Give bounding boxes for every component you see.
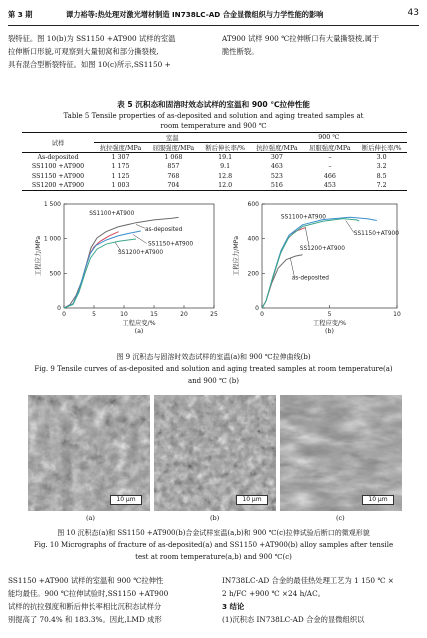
table-cell: 7.2 — [356, 181, 407, 191]
y-tick-label: 0 — [57, 305, 61, 312]
curve-label: SS1100+AT900 — [89, 211, 135, 218]
table-cell: As-deposited — [37, 154, 79, 162]
table-cell: – — [328, 154, 332, 162]
table-cell: 1 175 — [111, 163, 130, 171]
label-leader — [346, 220, 354, 232]
scale-bar: 10 μm — [236, 495, 268, 505]
table5-caption-en-2: room temperature and 900 ℃ — [160, 122, 267, 130]
table-cell: 12.8 — [218, 172, 233, 180]
table-cell: 516 — [250, 181, 303, 191]
plot-frame — [64, 204, 214, 308]
column-header: 抗拉强度/MPa — [94, 143, 147, 153]
curve-label: SS1150+AT900 — [353, 231, 399, 238]
subfigure-label-b: (b) — [210, 514, 220, 522]
chart-a — [30, 196, 230, 346]
table-cell: 9.1 — [220, 163, 231, 171]
y-tick-label: 500 — [49, 270, 61, 278]
y-tick-label: 1 500 — [43, 201, 61, 208]
table-cell: 768 — [167, 172, 180, 180]
top-text-left — [8, 32, 208, 71]
table-cell: 1 068 — [164, 154, 183, 162]
micrograph-c — [280, 395, 402, 511]
text-line: 别提高了 70.4% 和 183.3%。因此,LMD 成形 — [8, 615, 162, 624]
text-line: 拉伸断口形貌,可观察到大量韧窝和部分撕裂棱, — [8, 47, 159, 56]
series-line — [262, 228, 305, 308]
curve-label: SS1150+AT900 — [148, 241, 194, 248]
x-tick-label: 25 — [210, 311, 218, 318]
x-axis-label: 工程应变/% — [312, 320, 347, 327]
header-rule — [8, 25, 419, 26]
subfigure-label-a: (a) — [86, 514, 95, 522]
subfigure-label-c: (c) — [336, 514, 345, 522]
table-cell: 857 — [167, 163, 180, 171]
x-tick-label: 10 — [393, 311, 401, 318]
text-line: 脆性断裂。 — [222, 47, 259, 56]
table-cell: 463 — [270, 163, 283, 171]
curve-label: SS1100+AT900 — [280, 214, 326, 221]
running-header — [8, 6, 419, 22]
text-line: 具有混合型断裂特征。如图 10(c)所示,SS1150 + — [8, 60, 171, 69]
table-cell: 1 125 — [111, 172, 130, 180]
table-cell: 1 307 — [111, 154, 130, 162]
scale-bar: 10 μm — [362, 495, 394, 505]
x-tick-label: 15 — [150, 311, 158, 318]
text-line: (1)沉积态 IN738LC-AD 合金的显微组织以 — [222, 615, 365, 624]
column-header: 断后伸长率/% — [200, 143, 251, 153]
column-header: 抗拉强度/MPa — [250, 143, 303, 153]
column-header: 屈服强度/MPa — [147, 143, 200, 153]
scale-bar: 10 μm — [110, 495, 142, 505]
table-cell: 523 — [270, 172, 283, 180]
table-cell: 19.1 — [218, 154, 233, 162]
curve-label: SS1200+AT900 — [118, 249, 164, 256]
text-line: AT900 试样 900 ℃拉伸断口有大量撕裂棱,属于 — [222, 34, 380, 43]
x-tick-label: 20 — [180, 311, 188, 318]
table-cell: – — [328, 163, 332, 171]
text-line: SS1150 +AT900 试样的室温和 900 ℃拉伸性 — [8, 576, 164, 585]
table-row — [22, 153, 407, 163]
x-tick-label: 10 — [120, 311, 128, 318]
label-leader — [136, 224, 145, 228]
fig9-caption-en-2: and 900 ℃ (b) — [188, 377, 239, 385]
text-line: 裂特征。图 10(b)为 SS1150 +AT900 试样的室温 — [8, 34, 176, 43]
micrograph-b-texture — [154, 395, 276, 511]
table5 — [22, 132, 407, 191]
table-cell: 704 — [147, 181, 200, 191]
text-line: 试样的抗拉强度和断后伸长率相比沉积态试样分 — [8, 602, 162, 611]
curve-label: as-deposited — [291, 275, 329, 282]
fig9-caption-en-1: Fig. 9 Tensile curves of as-deposited and solution and aging treated samples at room temperature(a) — [34, 365, 393, 373]
y-tick-label: 200 — [247, 270, 259, 278]
table-cell: SS1100 +AT900 — [31, 163, 85, 171]
x-tick-label: 5 — [92, 311, 96, 318]
micrograph-a — [28, 395, 150, 511]
x-tick-label: 5 — [327, 311, 332, 318]
y-tick-label: 0 — [255, 305, 259, 312]
column-header: 屈服强度/MPa — [303, 143, 356, 153]
top-text-right — [222, 32, 420, 58]
running-title: 谭力裕等:热处理对激光增材制造 IN738LC-AD 合金显微组织与力学性能的影响 — [66, 10, 324, 19]
label-leader — [290, 258, 294, 277]
fig10-caption-cn: 图 10 沉积态(a)和 SS1150 +AT900(b)合金试样室温(a,b)和 900 ℃(c)拉伸试验后断口的微观形貌 — [57, 529, 370, 537]
column-header: 断后伸长率/% — [356, 143, 407, 153]
y-tick-label: 600 — [247, 201, 259, 208]
table5-caption-en-1: Table 5 Tensile properties of as-deposited and solution and aging treated samples at — [63, 112, 364, 120]
table-header-900c: 900 ℃ — [250, 133, 407, 143]
table-cell: SS1150 +AT900 — [31, 172, 85, 180]
micrograph-b — [154, 395, 276, 511]
table-cell: 3.2 — [376, 163, 387, 171]
issue-number: 第 3 期 — [8, 10, 33, 19]
table-cell: 12.0 — [200, 181, 251, 191]
section-heading: 3 结论 — [222, 602, 245, 611]
table-header-sample: 试样 — [22, 133, 94, 153]
x-axis-label: 工程应变/% — [122, 320, 156, 327]
bottom-text-right — [222, 574, 422, 626]
chart-b — [232, 196, 412, 346]
x-tick-label: 0 — [260, 311, 264, 318]
micrograph-a-texture — [28, 395, 150, 511]
table-cell: 466 — [323, 172, 336, 180]
fig10-caption-en-2: test at room temperature(a,b) and 900 ℃(c) — [135, 553, 292, 561]
text-line: 能均最佳。900 ℃拉伸试验时,SS1150 +AT900 — [8, 589, 169, 598]
panel-label: (b) — [325, 328, 334, 335]
table-header-room-temp: 室温 — [94, 133, 250, 143]
bottom-text-left — [8, 574, 213, 626]
table-cell: 3.0 — [376, 154, 387, 162]
table-cell: 8.5 — [376, 172, 387, 180]
table-cell: 1 003 — [94, 181, 147, 191]
y-axis-label: 工程应力/MPa — [233, 235, 240, 277]
fig9-caption-cn: 图 9 沉积态与固溶时效态试样的室温(a)和 900 ℃拉伸曲线(b) — [116, 353, 311, 361]
y-axis-label: 工程应力/MPa — [35, 235, 42, 277]
table-cell: 453 — [303, 181, 356, 191]
x-tick-label: 0 — [62, 311, 66, 318]
y-tick-label: 1 000 — [43, 235, 61, 243]
micrograph-c-texture — [280, 395, 402, 511]
y-tick-label: 400 — [247, 235, 259, 243]
table-row — [22, 172, 407, 182]
curve-label: as-deposited — [145, 227, 183, 234]
table-row — [22, 162, 407, 172]
table-row — [22, 181, 407, 191]
table-cell: SS1200 +AT900 — [22, 181, 94, 191]
curve-label: SS1200+AT900 — [299, 245, 345, 252]
text-line: 2 h/FC +900 ℃ ×24 h/AC。 — [222, 589, 325, 598]
label-leader — [305, 227, 309, 247]
page-number: 43 — [407, 8, 419, 18]
text-line: IN738LC-AD 合金的最佳热处理工艺为 1 150 ℃ × — [222, 576, 394, 585]
table5-caption-cn: 表 5 沉积态和固溶时效态试样的室温和 900 ℃拉伸性能 — [117, 100, 310, 109]
panel-label: (a) — [134, 328, 144, 335]
table-cell: 307 — [270, 154, 283, 162]
fig10-caption-en-1: Fig. 10 Micrographs of fracture of as-deposited(a) and SS1150 +AT900(b) alloy samples after tensile — [33, 541, 394, 549]
